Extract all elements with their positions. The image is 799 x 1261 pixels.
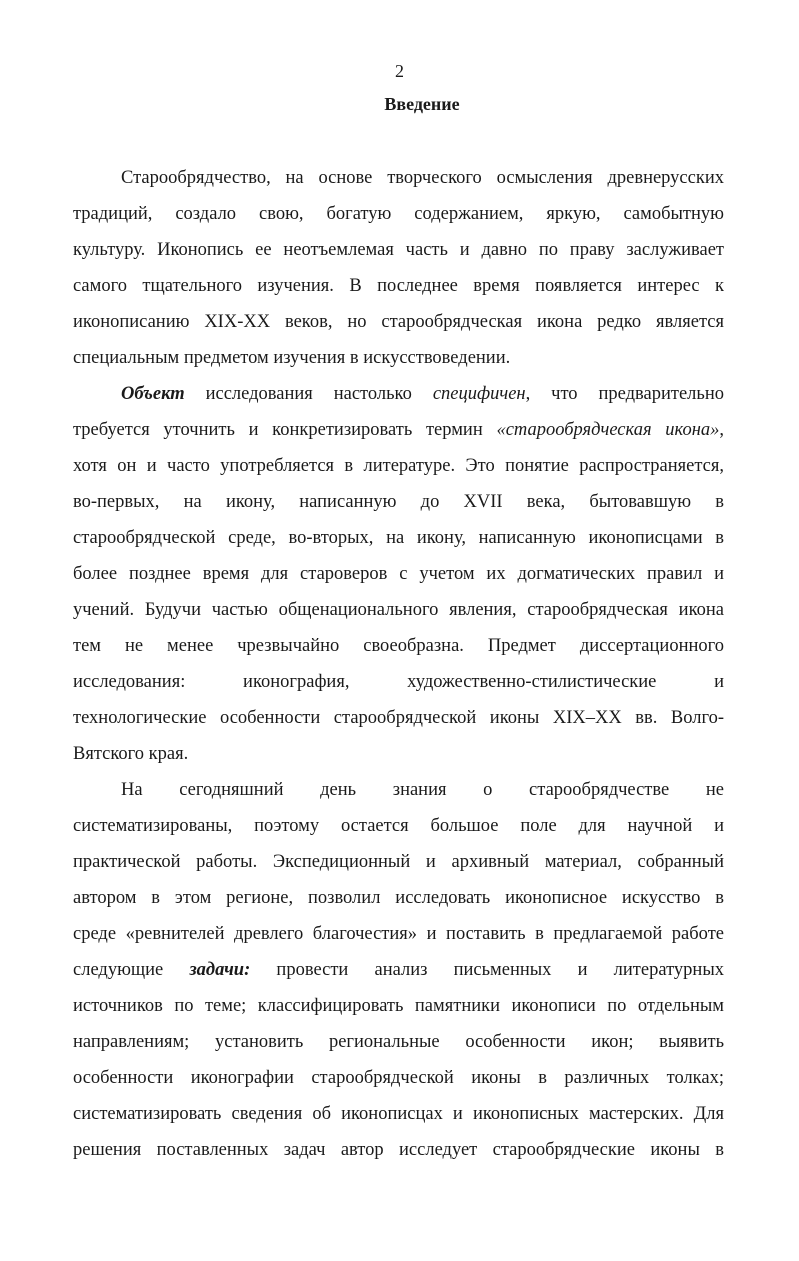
text-line: Вятского края.: [73, 744, 189, 764]
text-segment: требуется уточнить и конкретизировать термин: [73, 420, 497, 440]
text-line: [73, 952, 724, 988]
text-segment: следующие: [73, 960, 164, 980]
text-line: более позднее время для староверов с учетом их догматических правил и: [73, 564, 724, 584]
text-line: тем не менее чрезвычайно своеобразна. Предмет диссертационного: [73, 636, 724, 656]
text-line: решения поставленных задач автор исследует старообрядческие иконы в: [73, 1140, 724, 1160]
text-line: технологические особенности старообрядческой иконы XIX–XX вв. Волго-: [73, 708, 724, 728]
text-line: специальным предметом изучения в искусствоведении.: [73, 348, 511, 368]
text-line: [73, 412, 724, 448]
text-line: традиций, создало свою, богатую содержанием, яркую, самобытную: [73, 204, 724, 224]
text-line: во-первых, на икону, написанную до XVII века, бытовавшую в: [73, 492, 724, 512]
emphasis-object: Объект: [121, 384, 185, 404]
emphasis-tasks: задачи:: [189, 960, 251, 980]
text-line: практической работы. Экспедиционный и архивный материал, собранный: [73, 852, 724, 872]
text-line: направлениям; установить региональные особенности икон; выявить: [73, 1032, 724, 1052]
text-line: [121, 376, 724, 412]
text-line: источников по теме; классифицировать памятники иконописи по отдельным: [73, 996, 724, 1016]
text-line: культуру. Иконопись ее неотъемлемая часть и давно по праву заслуживает: [73, 240, 724, 260]
text-segment: ,: [719, 420, 724, 440]
text-line: Старообрядчество, на основе творческого осмысления древнерусских: [121, 168, 724, 188]
text-line: иконописанию XIX-XX веков, но старообрядческая икона редко является: [73, 312, 724, 332]
text-line: систематизированы, поэтому остается большое поле для научной и: [73, 816, 724, 836]
text-line: систематизировать сведения об иконописцах и иконописных мастерских. Для: [73, 1104, 724, 1124]
text-segment: провести анализ письменных и литературных: [276, 960, 724, 980]
text-segment: , что предварительно: [525, 384, 724, 404]
text-line: автором в этом регионе, позволил исследовать иконописное искусство в: [73, 888, 724, 908]
text-line: исследования: иконография, художественно-стилистические и: [73, 672, 724, 692]
text-line: На сегодняшний день знания о старообрядчестве не: [121, 780, 724, 800]
text-line: самого тщательного изучения. В последнее время появляется интерес к: [73, 276, 724, 296]
text-line: особенности иконографии старообрядческой иконы в различных толках;: [73, 1068, 724, 1088]
text-segment: исследования настолько: [205, 384, 412, 404]
text-line: среде «ревнителей древлего благочестия» и поставить в предлагаемой работе: [73, 924, 724, 944]
page-title: Введение: [384, 94, 460, 114]
text-line: хотя он и часто употребляется в литературе. Это понятие распространяется,: [73, 456, 724, 476]
text-line: старообрядческой среде, во-вторых, на икону, написанную иконописцами в: [73, 528, 724, 548]
emphasis-specific: специфичен: [432, 384, 526, 404]
text-line: учений. Будучи частью общенационального явления, старообрядческая икона: [73, 600, 724, 620]
emphasis-term: «старообрядческая икона»: [496, 420, 720, 440]
page-number: 2: [395, 61, 404, 81]
